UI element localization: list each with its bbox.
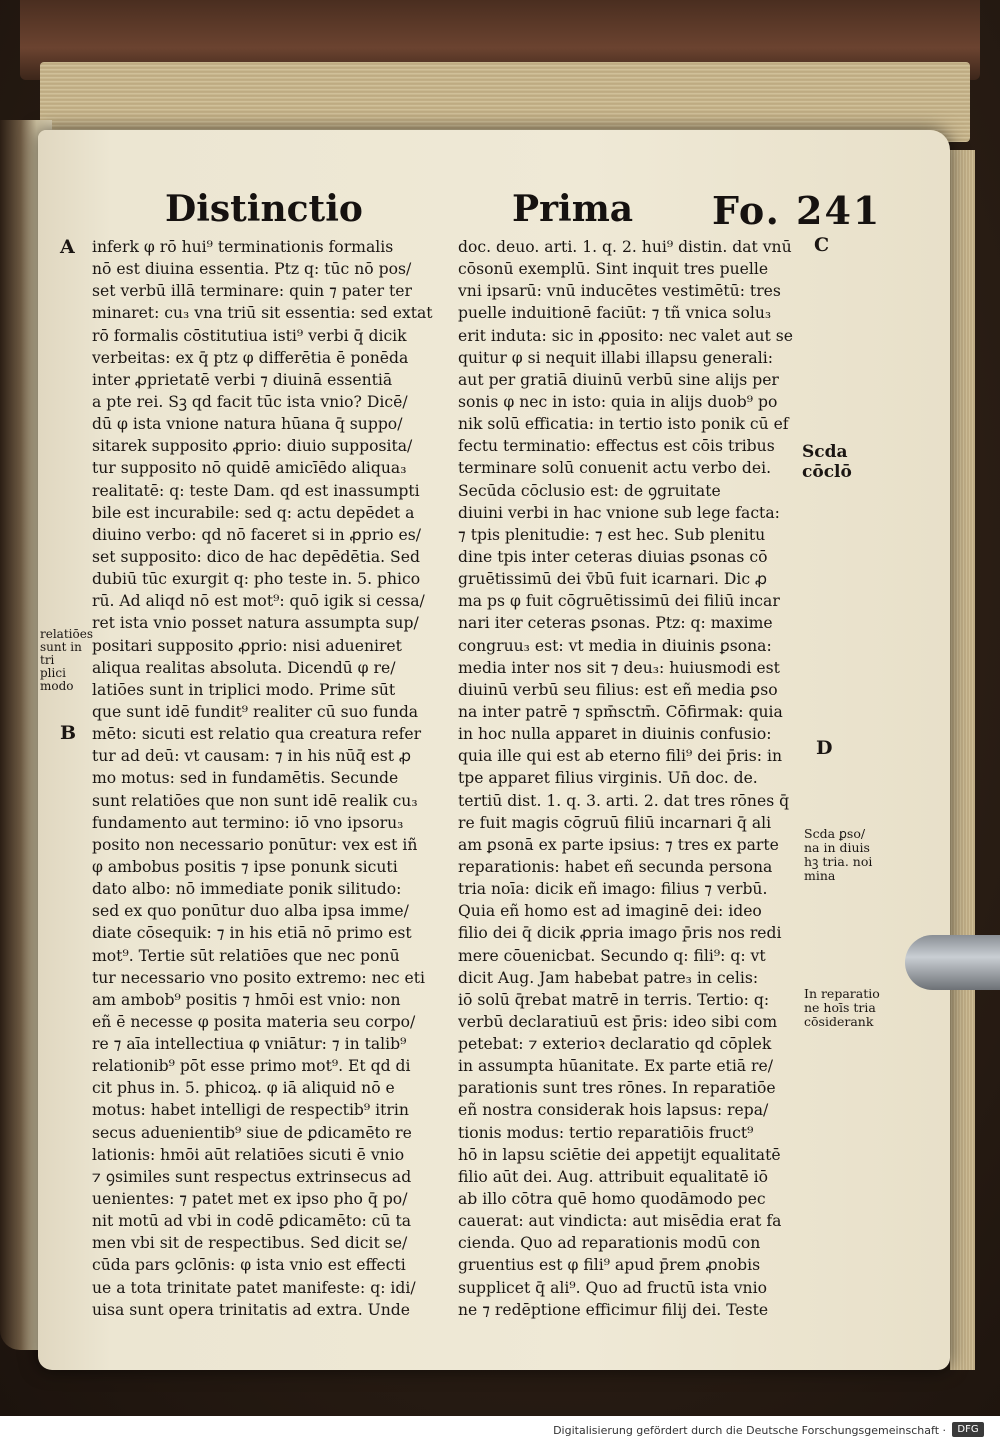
text-line: verbū declaratiuū est p̄ris: ideo sibi com <box>458 1012 778 1031</box>
text-line: aliqua realitas absoluta. Dicendū φ re/ <box>92 658 396 677</box>
section-letter-c: C <box>814 234 830 256</box>
text-line: diuinū verbū seu filius: est eñ media ꝑso <box>458 680 778 699</box>
text-line: sed ex quo ponūtur duo alba ipsa imme/ <box>92 902 409 921</box>
text-line: sonis φ nec in isto: quia in alijs duob⁹ po <box>458 392 778 411</box>
text-line: petebat: ⁊ exterioꝛ declaratio qd cōplek <box>458 1035 772 1054</box>
text-line: cit phus in. 5. phicoꝝ. φ iā aliquid nō e <box>92 1079 395 1098</box>
text-line: quitur φ si nequit illabi illapsu generali: <box>458 348 773 367</box>
text-line: uenientes: ⁊ patet met ex ipso pho q̄ po/ <box>92 1190 408 1209</box>
text-line: lationis: hmōi aūt relatiōes sicuti ē vnio <box>92 1145 405 1164</box>
text-line: latiōes sunt in triplici modo. Prime sūt <box>92 680 396 699</box>
footer-credit: Digitalisierung gefördert durch die Deutsche Forschungsgemeinschaft · <box>553 1424 946 1437</box>
text-line: sunt relatiōes que non sunt idē realik cu₃ <box>92 791 418 810</box>
text-line: mēto: sicuti est relatio qua creatura refer <box>92 725 422 744</box>
text-line: ⁊ ꝯsimiles sunt respectus extrinsecus ad <box>92 1167 412 1186</box>
text-line: que sunt idē fundit⁹ realiter cū suo funda <box>92 702 419 721</box>
text-line: minaret: cu₃ vna triū sit essentia: sed extat <box>92 304 433 323</box>
text-line: set verbū illā terminare: quin ⁊ pater ter <box>92 282 412 301</box>
text-line: ⁊ tpis plenitudie: ⁊ est hec. Sub plenitu <box>458 525 766 544</box>
text-line: inferk φ rō hui⁹ terminationis formalis <box>92 238 394 256</box>
text-line: supplicet q̄ ali⁹. Quo ad fructū ista vnio <box>458 1278 767 1297</box>
text-line: fectu terminatio: effectus est cōis tribus <box>458 437 775 456</box>
text-line: verbeitas: ex q̄ ptz φ differētia ē ponēda <box>92 348 409 367</box>
text-line: diuini verbi in hac vnione sub lege facta: <box>458 503 780 522</box>
section-letter-b: B <box>60 722 77 744</box>
text-line: cauerat: aut vindicta: aut misēdia erat fa <box>458 1212 782 1231</box>
text-line: relationib⁹ pōt esse primo mot⁹. Et qd di <box>92 1057 411 1076</box>
margin-note-tria-nomina: Scda ꝑso/ na in diuis hꝫ tria. noi mina <box>804 826 873 883</box>
text-column-left <box>92 236 457 1321</box>
text-line: tria noīa: dicik eñ imago: filius ⁊ verbū. <box>458 880 768 899</box>
text-line: ret ista vnio posset natura assumpta sup/ <box>92 614 419 633</box>
text-line: ma ps φ fuit cōgruētissimū dei filiū incar <box>458 592 780 611</box>
text-line: quia ille qui est ab eterno fili⁹ dei p̄ris: in <box>458 747 783 766</box>
text-line: cōsonū exemplū. Sint inquit tres puelle <box>458 260 769 279</box>
running-head-prima: Prima <box>512 188 634 230</box>
text-line: men vbi sit de respectibus. Sed dicit se/ <box>92 1234 408 1253</box>
text-line: ue a tota trinitate patet manifeste: q: idi/ <box>92 1278 416 1297</box>
text-line: mo motus: sed in fundamētis. Secunde <box>92 769 399 788</box>
text-line: Secūda cōclusio est: de ꝯgruitate <box>458 481 721 500</box>
text-line: eñ nostra considerak hois lapsus: repa/ <box>458 1101 769 1120</box>
text-line: rō formalis cōstitutiua isti⁹ verbi q̄ dicik <box>92 326 407 345</box>
text-line: tertiū dist. 1. q. 3. arti. 2. dat tres rōnes q̄ <box>458 791 790 810</box>
text-line: filio aūt dei. Aug. attribuit equalitatē iō <box>458 1167 769 1186</box>
digitization-footer <box>0 1416 1000 1443</box>
text-line: dubiū tūc exurgit q: pho teste in. 5. phico <box>92 570 421 589</box>
dfg-logo: DFG <box>952 1422 984 1437</box>
text-column-right <box>458 236 800 1321</box>
text-line: terminare solū conuenit actu verbo dei. <box>458 459 772 478</box>
text-line: φ ambobus positis ⁊ ipse ponunk sicuti <box>92 857 398 876</box>
text-line: cūda pars ꝯclōnis: φ ista vnio est effecti <box>92 1256 406 1275</box>
text-line: gruētissimū dei v̄bū fuit icarnari. Dic ꝓ <box>458 570 768 589</box>
text-line: dū φ ista vnione natura hūana q̄ suppo/ <box>92 415 403 434</box>
text-line: filio dei q̄ dicik ꝓpria imago p̄ris nos redi <box>458 924 782 943</box>
text-line: aut per gratiā diuinū verbū sine alijs per <box>458 370 779 389</box>
text-line: media inter nos sit ⁊ deu₃: huiusmodi est <box>458 658 780 677</box>
text-line: mot⁹. Tertie sūt relatiōes que nec ponū <box>92 946 400 965</box>
text-line: hō in lapsu sciētie dei appetijt equalitatē <box>458 1145 781 1164</box>
text-line: a pte rei. Sꝫ qd facit tūc ista vnio? Dicē/ <box>92 392 408 411</box>
text-line: uisa sunt opera trinitatis ad extra. Unde <box>92 1300 411 1319</box>
text-line: reparationis: habet eñ secunda persona <box>458 857 773 876</box>
running-head-distinctio: Distinctio <box>165 188 363 230</box>
text-line: parationis sunt tres rōnes. In reparatiōe <box>458 1079 776 1098</box>
section-letter-d: D <box>816 737 833 759</box>
text-line: Quia eñ homo est ad imaginē dei: ideo <box>458 902 762 921</box>
text-line: inter ꝓprietatē verbi ⁊ diuinā essentiā <box>92 370 393 389</box>
text-line: am ambob⁹ positis ⁊ hmōi est vnio: non <box>92 990 401 1009</box>
text-line: puelle induitionē faciūt: ⁊ tñ vnica solu₃ <box>458 304 772 323</box>
text-line: nō est diuina essentia. Ptz q: tūc nō pos/ <box>92 260 412 279</box>
text-line: am ꝑsonā ex parte ipsius: ⁊ tres ex parte <box>458 835 779 854</box>
text-line: dine tpis inter ceteras diuias ꝑsonas cō <box>458 547 768 566</box>
text-line: dato albo: nō immediate ponik silitudo: <box>92 880 402 899</box>
text-line: diate cōsequik: ⁊ in his etiā nō primo est <box>92 924 412 943</box>
folio-number: Fo. 241 <box>712 188 882 233</box>
text-line: congruu₃ est: vt media in diuinis ꝑsona: <box>458 636 772 655</box>
section-letter-a: A <box>60 236 75 258</box>
text-line: doc. deuo. arti. 1. q. 2. hui⁹ distin. dat vnū <box>458 238 792 256</box>
text-line: sitarek supposito ꝓprio: diuio supposita/ <box>92 437 413 456</box>
text-line: nik solū efficatia: in tertio isto ponik cū ef <box>458 415 789 434</box>
margin-note-relationes: relatiōes sunt in tri plici modo <box>40 627 93 693</box>
text-line: iō solū q̄rebat matrē in terris. Tertio: q: <box>458 990 770 1009</box>
text-line: in assumpta hūanitate. Ex parte etiā re/ <box>458 1057 773 1076</box>
text-line: diuino verbo: qd nō faceret si in ꝓprio es/ <box>92 525 421 544</box>
text-line: in hoc nulla apparet in diuinis confusio: <box>458 725 772 744</box>
text-line: bile est incurabile: sed q: actu depēdet a <box>92 503 415 522</box>
text-line: nit motū ad vbi in codē ꝑdicamēto: cū ta <box>92 1212 412 1231</box>
text-line: secus aduenientib⁹ siue de ꝑdicamēto re <box>92 1123 412 1142</box>
text-line: set supposito: dico de hac depēdētia. Sed <box>92 547 420 566</box>
text-line: positari supposito ꝓprio: nisi adueniret <box>92 636 402 655</box>
text-line: re fuit magis cōgruū filiū incarnari q̄ ali <box>458 813 772 832</box>
text-line: tur supposito nō quidē amicīēdo aliqua₃ <box>92 459 407 478</box>
margin-note-secunda-conclusio: Scda cōclō <box>802 442 852 482</box>
text-line: mere cōuenicbat. Secundo q: fili⁹: q: vt <box>458 946 766 965</box>
text-line: tur necessario vno posito extremo: nec eti <box>92 968 426 987</box>
text-line: vni ipsarū: vnū inducētes vestimētū: tres <box>458 282 781 301</box>
text-line: realitatē: q: teste Dam. qd est inassumpti <box>92 481 420 500</box>
margin-note-reparatio: In reparatio ne hoīs tria cōsiderank <box>804 986 880 1029</box>
text-line: nari iter ceteras ꝑsonas. Ptz: q: maxime <box>458 614 773 633</box>
text-line: posito non necessario ponūtur: vex est iñ <box>92 835 418 854</box>
text-line: fundamento aut termino: iō vno ipsoru₃ <box>92 813 404 832</box>
text-line: re ⁊ aīa intellectiua φ vniātur: ⁊ in talib⁹ <box>92 1035 407 1054</box>
text-line: erit induta: sic in ꝓposito: nec valet aut se <box>458 326 793 345</box>
text-line: motus: habet intelligi de respectib⁹ itrin <box>92 1101 409 1120</box>
text-line: tionis modus: tertio reparatiōis fruct⁹ <box>458 1123 754 1142</box>
text-line: tur ad deū: vt causam: ⁊ in his nūq̄ est ꝓ <box>92 747 412 766</box>
text-line: eñ ē necesse φ posita materia seu corpo/ <box>92 1012 416 1031</box>
text-line: ne ⁊ redēptione efficimur filij dei. Teste <box>458 1300 769 1319</box>
text-line: tpe apparet filius virginis. Un̄ doc. de. <box>458 769 758 788</box>
text-line: cienda. Quo ad reparationis modū con <box>458 1234 761 1253</box>
text-line: dicit Aug. Jam habebat patre₃ in celis: <box>458 968 759 987</box>
text-line: na inter patrē ⁊ spm̄sctm̄. Cōfirmak: quia <box>458 702 783 721</box>
text-line: rū. Ad aliqd nō est mot⁹: quō igik si cessa/ <box>92 592 425 611</box>
page-edges-right <box>950 150 975 1370</box>
text-line: gruentius est φ fili⁹ apud p̄rem ꝓnobis <box>458 1256 761 1275</box>
book-clamp <box>905 935 1000 990</box>
text-line: ab illo cōtra quē homo quodāmodo pec <box>458 1190 766 1209</box>
